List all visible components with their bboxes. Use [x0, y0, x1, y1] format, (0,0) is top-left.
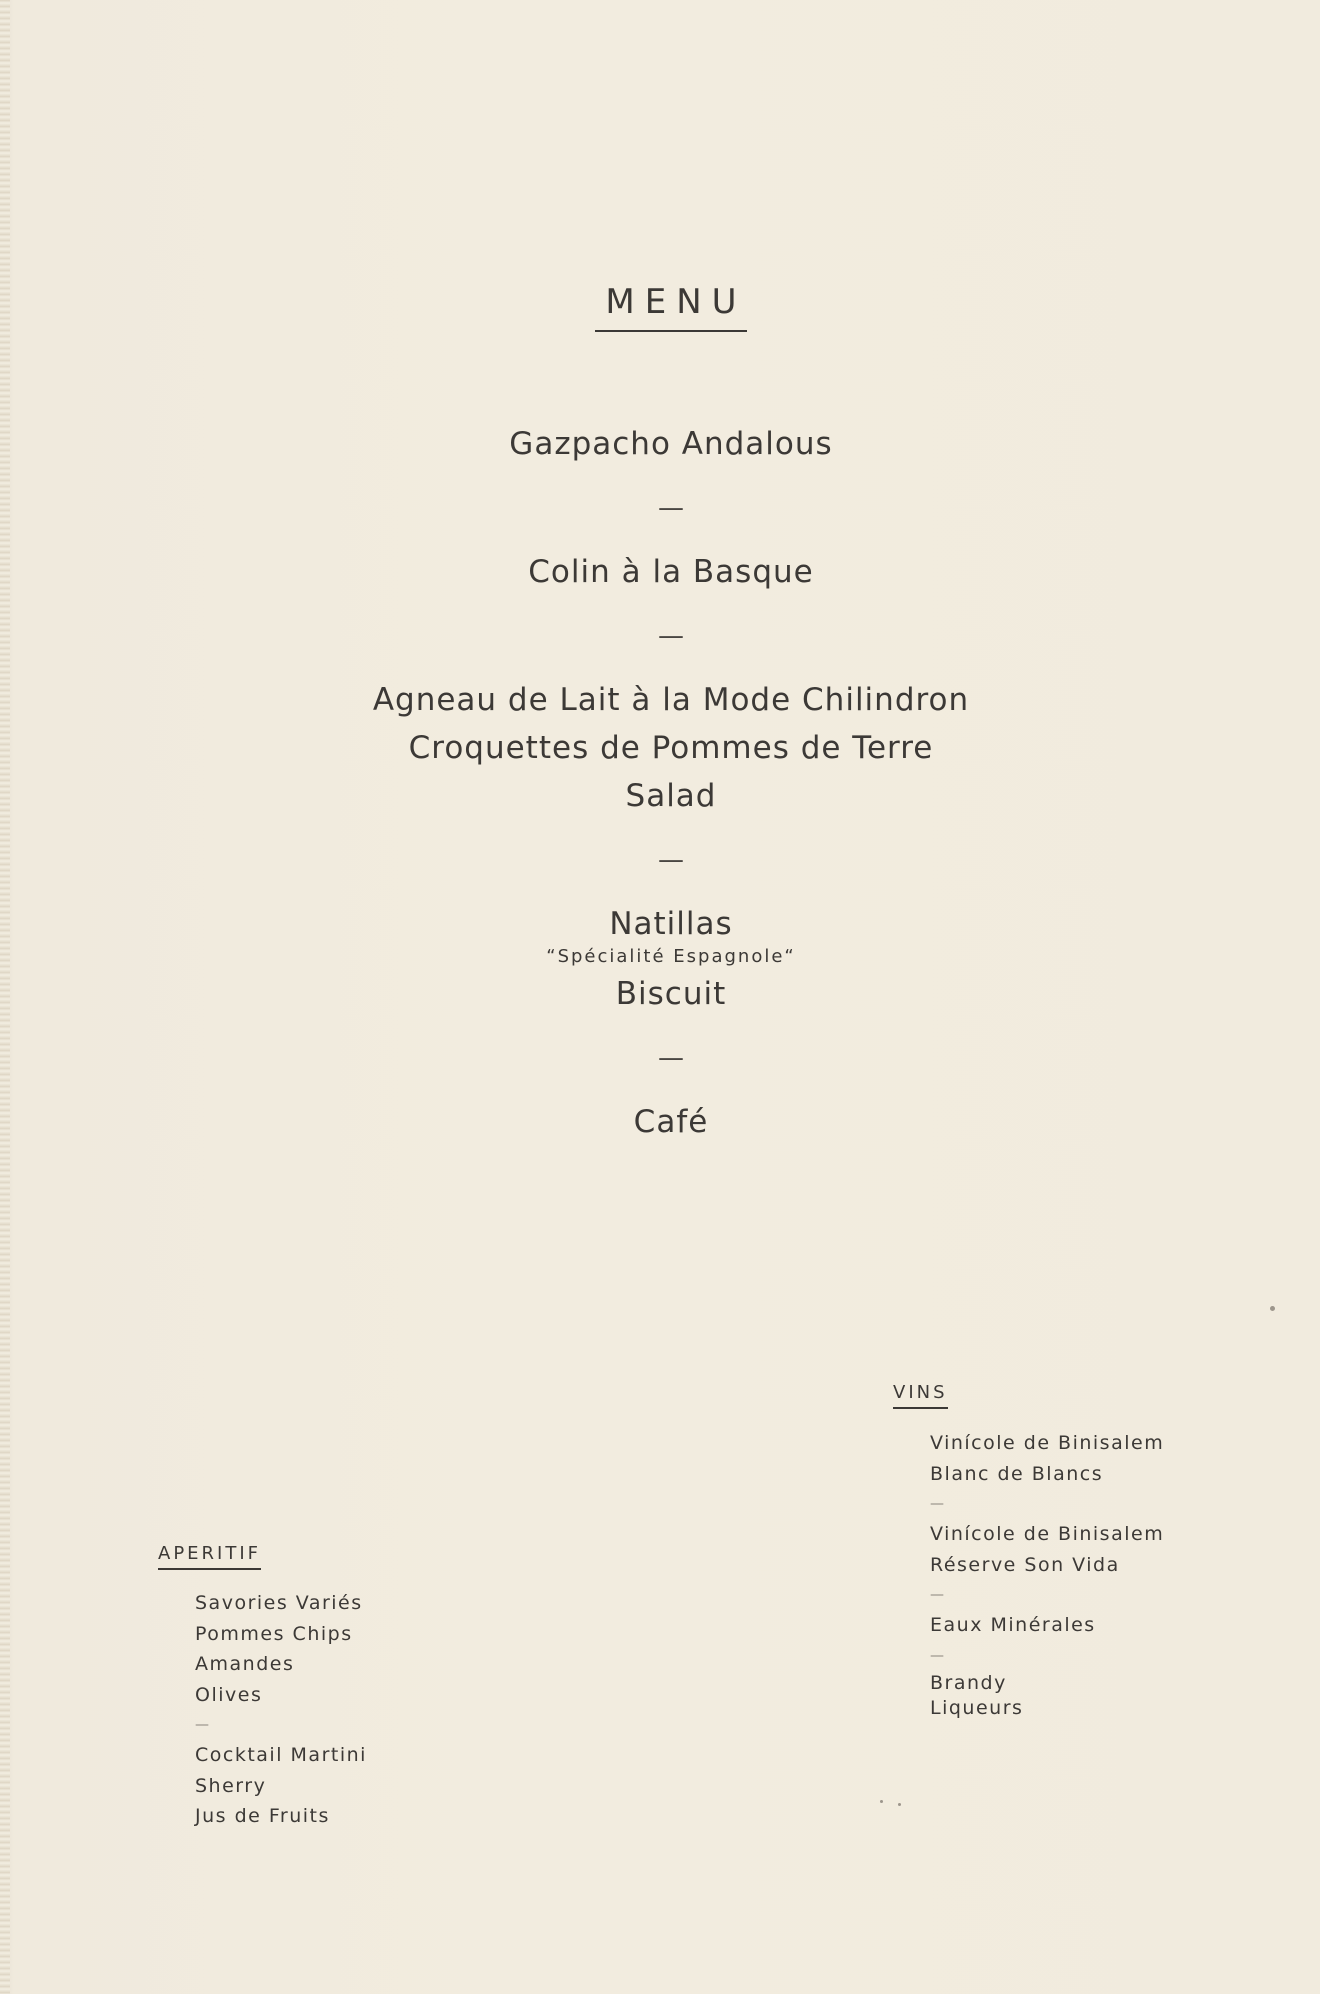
list-item: Olives [195, 1683, 263, 1706]
course-note: “Spécialité Espagnole“ [546, 946, 796, 967]
paper-speck [1270, 1306, 1275, 1311]
list-separator: — [930, 1587, 946, 1603]
paper-speck [880, 1800, 883, 1803]
list-item: Jus de Fruits [195, 1805, 330, 1827]
list-item: Vinícole de Binisalem [930, 1523, 1165, 1545]
course-line: Salad [625, 778, 717, 814]
courses-list [0, 420, 1320, 1146]
list-item: Eaux Minérales [930, 1614, 1096, 1636]
course-line: Biscuit [615, 976, 727, 1012]
course-line: Croquettes de Pommes de Terre [408, 730, 934, 766]
menu-title: MENU [595, 280, 746, 332]
course-line: Gazpacho Andalous [509, 426, 833, 462]
course-separator: — [658, 845, 684, 875]
aperitif-heading: APERITIF [158, 1543, 261, 1570]
course-line: Natillas [609, 906, 733, 942]
list-item: Brandy [930, 1671, 1007, 1694]
vins-heading: VINS [893, 1382, 948, 1409]
list-item: Liqueurs [930, 1696, 1024, 1719]
course-separator: — [658, 621, 684, 651]
aperitif-list [195, 1588, 367, 1832]
list-item: Réserve Son Vida [930, 1553, 1120, 1576]
list-separator: — [195, 1717, 211, 1733]
menu-title-block [0, 280, 1320, 332]
list-item: Amandes [195, 1653, 295, 1675]
course-line: Café [633, 1104, 709, 1140]
list-separator: — [930, 1647, 946, 1664]
list-item: Cocktail Martini [195, 1744, 367, 1766]
course-separator: — [658, 493, 684, 523]
course-line: Colin à la Basque [528, 554, 814, 590]
list-item: Blanc de Blancs [930, 1462, 1104, 1485]
vins-list [930, 1428, 1164, 1721]
paper-speck [898, 1803, 901, 1806]
course-separator: — [658, 1043, 684, 1073]
list-item: Sherry [195, 1774, 267, 1797]
list-item: Vinícole de Binisalem [930, 1432, 1165, 1454]
list-separator: — [930, 1496, 946, 1512]
list-item: Savories Variés [195, 1592, 363, 1614]
list-item: Pommes Chips [195, 1622, 353, 1645]
course-line: Agneau de Lait à la Mode Chilindron [372, 682, 970, 718]
